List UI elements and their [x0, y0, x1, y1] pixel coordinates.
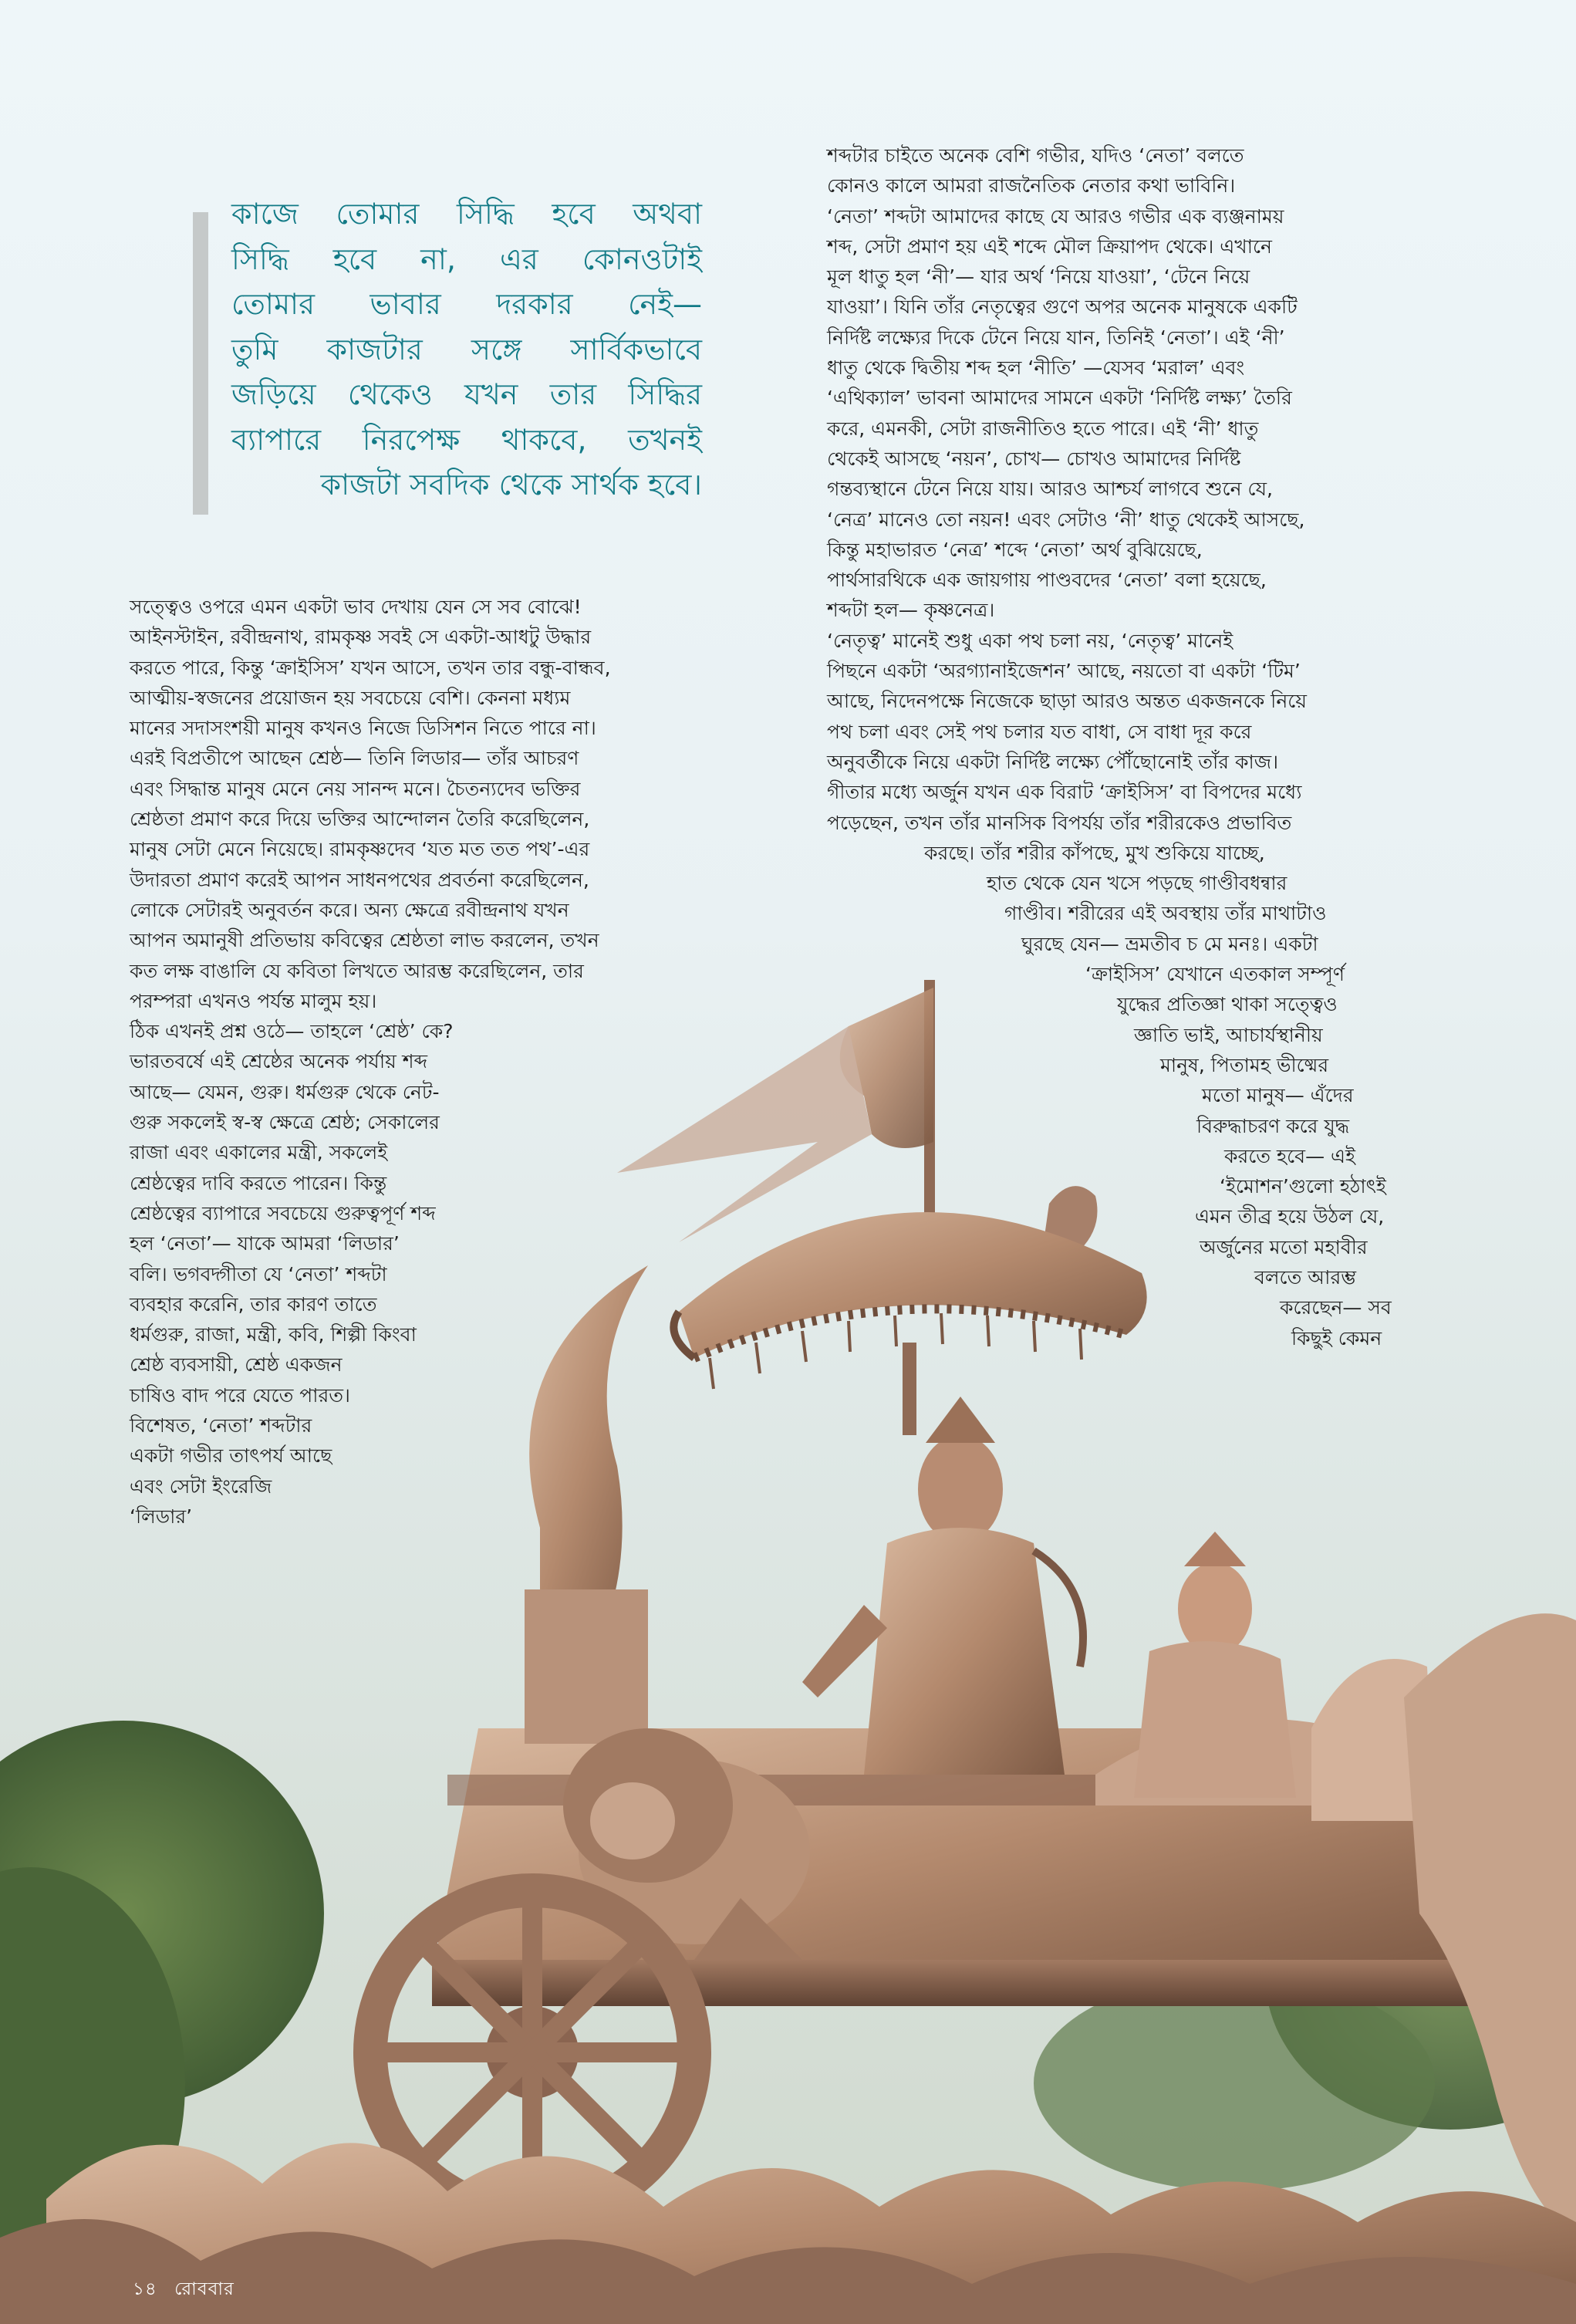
text-line: লোকে সেটারই অনুবর্তন করে। অন্য ক্ষেত্রে রবীন্দ্রনাথ যখন [130, 898, 569, 921]
text-line: গাণ্ডীব। শরীরের এই অবস্থায় তাঁর মাথাটাও [1004, 902, 1327, 925]
text-line: ‘নেত্র’ মানেও তো নয়ন! এবং সেটাও ‘নী’ ধাতু থেকেই আসছে, [827, 508, 1305, 531]
pull-quote-line: জড়িয়ে থেকেও যখন তার সিদ্ধির [231, 377, 702, 411]
text-line: জ্ঞাতি ভাই, আচার্যস্থানীয় [1134, 1023, 1323, 1046]
pull-quote [231, 191, 702, 508]
pull-quote-line: তোমার ভাবার দরকার নেই— [231, 287, 702, 321]
text-line: বিরুদ্ধাচরণ করে যুদ্ধ [1196, 1114, 1350, 1137]
text-line: করেছেন— সব [1280, 1296, 1392, 1319]
folio [133, 2275, 245, 2305]
text-line: আপন অমানুষী প্রতিভায় কবিত্বের শ্রেষ্ঠতা লাভ করলেন, তখন [130, 929, 599, 952]
text-line: মানুষ সেটা মেনে নিয়েছে। রামকৃষ্ণদেব ‘যত মত তত পথ’-এর [130, 838, 590, 861]
text-line: পথ চলা এবং সেই পথ চলার যত বাধা, সে বাধা দূর করে [827, 720, 1252, 743]
text-line: নির্দিষ্ট লক্ষ্যের দিকে টেনে নিয়ে যান, তিনিই ‘নেতা’। এই ‘নী’ [827, 326, 1285, 349]
text-line: ঘুরছে যেন— ভ্রমতীব চ মে মনঃ। একটা [1021, 932, 1318, 955]
text-line: উদারতা প্রমাণ করেই আপন সাধনপথের প্রবর্তনা করেছিলেন, [130, 868, 589, 891]
text-line: যাওয়া’। যিনি তাঁর নেতৃত্বের গুণে অপর অনেক মানুষকে একটি [827, 296, 1298, 319]
text-line: রাজা এবং একালের মন্ত্রী, সকলেই [130, 1141, 388, 1164]
right-column [827, 140, 1392, 1353]
text-line: পার্থসারথিকে এক জায়গায় পাণ্ডবদের ‘নেতা’ বলা হয়েছে, [827, 569, 1267, 592]
text-line: মানুষ, পিতামহ ভীষ্মের [1160, 1053, 1329, 1076]
text-line: থেকেই আসছে ‘নয়ন’, চোখ— চোখও আমাদের নির্দিষ্ট [827, 447, 1241, 470]
text-line: গন্তব্যস্থানে টেনে নিয়ে যায়। আরও আশ্চর্য লাগবে শুনে যে, [827, 478, 1273, 501]
text-line: এরই বিপ্রতীপে আছেন শ্রেষ্ঠ— তিনি লিডার— তাঁর আচরণ [130, 747, 579, 770]
text-line: ‘লিডার’ [130, 1505, 193, 1528]
pull-quote-line: ব্যাপারে নিরপেক্ষ থাকবে, তখনই [231, 422, 702, 457]
text-line: ধর্মগুরু, রাজা, মন্ত্রী, কবি, শিল্পী কিংবা [130, 1323, 417, 1346]
text-line: শব্দটার চাইতে অনেক বেশি গভীর, যদিও ‘নেতা’ বলতে [827, 144, 1244, 167]
text-line: চাষিও বাদ পরে যেতে পারত। [130, 1383, 350, 1407]
text-line: কিন্তু মহাভারত ‘নেত্র’ শব্দে ‘নেতা’ অর্থ বুঝিয়েছে, [827, 538, 1203, 561]
text-line: শ্রেষ্ঠত্বের দাবি করতে পারেন। কিন্তু [130, 1171, 387, 1194]
text-line: ‘নেতৃত্ব’ মানেই শুধু একা পথ চলা নয়, ‘নেতৃত্ব’ মানেই [827, 629, 1233, 652]
text-line: মানের সদাসংশয়ী মানুষ কখনও নিজে ডিসিশন নিতে পারে না। [130, 717, 596, 740]
section-name: রোববার [174, 2279, 235, 2299]
text-line: পিছনে একটা ‘অরগ্যানাইজেশন’ আছে, নয়তো বা একটা ‘টিম’ [827, 660, 1301, 683]
krishna-figure [802, 1397, 1083, 1775]
text-line: এবং সিদ্ধান্ত মানুষ মেনে নেয় সানন্দ মনে। চৈতন্যদেব ভক্তির [130, 777, 581, 800]
text-line: কিছুই কেমন [1291, 1326, 1382, 1349]
page-number: ১৪ [133, 2279, 157, 2299]
text-line: গুরু সকলেই স্ব-স্ব ক্ষেত্রে শ্রেষ্ঠ; সেকালের [130, 1111, 440, 1134]
left-column [130, 592, 611, 1532]
text-line: ‘ইমোশন’গুলো হঠাৎই [1220, 1175, 1386, 1198]
text-line: করতে পারে, কিন্তু ‘ক্রাইসিস’ যখন আসে, তখন তার বন্ধু-বান্ধব, [130, 656, 611, 679]
text-line: মূল ধাতু হল ‘নী’— যার অর্থ ‘নিয়ে যাওয়া’, ‘টেনে নিয়ে [827, 265, 1250, 289]
text-line: পড়েছেন, তখন তাঁর মানসিক বিপর্যয় তাঁর শরীরকেও প্রভাবিত [827, 811, 1292, 834]
text-line: ঠিক এখনই প্রশ্ন ওঠে— তাহলে ‘শ্রেষ্ঠ’ কে? [130, 1020, 454, 1043]
text-line: ভারতবর্ষে এই শ্রেষ্ঠের অনেক পর্যায় শব্দ [130, 1050, 428, 1073]
text-line: আত্মীয়-স্বজনের প্রয়োজন হয় সবচেয়ে বেশি। কেননা মধ্যম [130, 686, 571, 709]
text-line: গীতার মধ্যে অর্জুন যখন এক বিরাট ‘ক্রাইসিস’ বা বিপদের মধ্যে [827, 781, 1302, 804]
text-line: অর্জুনের মতো মহাবীর [1200, 1235, 1368, 1258]
text-line: যুদ্ধের প্রতিজ্ঞা থাকা সত্ত্বেও [1117, 993, 1338, 1016]
text-line: অনুবর্তীকে নিয়ে একটা নির্দিষ্ট লক্ষ্যে পৌঁছোনোই তাঁর কাজ। [827, 750, 1279, 773]
text-line: ব্যবহার করেনি, তার কারণ তাতে [130, 1292, 377, 1316]
text-line: করতে হবে— এই [1224, 1144, 1356, 1167]
text-line: একটা গভীর তাৎপর্য আছে [130, 1444, 332, 1468]
text-line: সত্ত্বেও ওপরে এমন একটা ভাব দেখায় যেন সে সব বোঝে! [130, 596, 582, 618]
text-line: শব্দটা হল— কৃষ্ণনেত্র। [827, 599, 995, 622]
text-line: পরম্পরা এখনও পর্যন্ত মালুম হয়। [130, 989, 377, 1012]
text-line: শ্রেষ্ঠ ব্যবসায়ী, শ্রেষ্ঠ একজন [130, 1353, 343, 1376]
text-line: এমন তীব্র হয়ে উঠল যে, [1195, 1205, 1385, 1228]
text-line: শ্রেষ্ঠতা প্রমাণ করে দিয়ে ভক্তির আন্দোলন তৈরি করেছিলেন, [130, 808, 590, 831]
pull-quote-line: কাজটা সবদিক থেকে সার্থক হবে। [320, 468, 702, 502]
text-line: ‘ক্রাইসিস’ যেখানে এতকাল সম্পূর্ণ [1085, 963, 1345, 986]
text-line: বিশেষত, ‘নেতা’ শব্দটার [130, 1414, 312, 1437]
text-line: শব্দ, সেটা প্রমাণ হয় এই শব্দে মৌল ক্রিয়াপদ থেকে। এখানে [827, 235, 1272, 258]
text-line: মতো মানুষ— এঁদের [1202, 1084, 1354, 1107]
arjuna-figure [1134, 1532, 1296, 1798]
text-line: কোনও কালে আমরা রাজনৈতিক নেতার কথা ভাবিনি। [827, 174, 1236, 198]
pull-quote-line: তুমি কাজটার সঙ্গে সার্বিকভাবে [231, 332, 702, 367]
text-line: আইনস্টাইন, রবীন্দ্রনাথ, রামকৃষ্ণ সবই সে একটা-আধটু উদ্ধার [130, 626, 592, 649]
text-line: আছে, নিদেনপক্ষে নিজেকে ছাড়া আরও অন্তত একজনকে নিয়ে [827, 690, 1308, 713]
text-line: ‘এথিক্যাল’ ভাবনা আমাদের সামনে একটা ‘নির্দিষ্ট লক্ষ্য’ তৈরি [827, 387, 1292, 410]
text-line: শ্রেষ্ঠত্বের ব্যাপারে সবচেয়ে গুরুত্বপূর্ণ শব্দ [130, 1201, 436, 1224]
text-line: বলি। ভগবদ্গীতা যে ‘নেতা’ শব্দটা [130, 1262, 387, 1285]
text-line: ‘নেতা’ শব্দটা আমাদের কাছে যে আরও গভীর এক ব্যঞ্জনাময় [827, 204, 1284, 228]
pull-quote-line: কাজে তোমার সিদ্ধি হবে অথবা [231, 197, 702, 231]
quote-bar [193, 212, 208, 515]
text-line: করছে। তাঁর শরীর কাঁপছে, মুখ শুকিয়ে যাচ্ছে, [924, 841, 1265, 864]
text-line: আছে— যেমন, গুরু। ধর্মগুরু থেকে নেট- [130, 1080, 440, 1103]
text-line: এবং সেটা ইংরেজি [130, 1474, 272, 1498]
text-line: করে, এমনকী, সেটা রাজনীতিও হতে পারে। এই ‘নী’ ধাতু [827, 417, 1259, 440]
text-line: কত লক্ষ বাঙালি যে কবিতা লিখতে আরম্ভ করেছিলেন, তার [130, 959, 584, 982]
text-line: ধাতু থেকে দ্বিতীয় শব্দ হল ‘নীতি’ —যেসব ‘মরাল’ এবং [827, 356, 1245, 380]
pull-quote-line: সিদ্ধি হবে না, এর কোনওটাই [231, 242, 702, 276]
text-line: বলতে আরম্ভ [1254, 1265, 1356, 1289]
text-line: হাত থেকে যেন খসে পড়ছে গাণ্ডীবধন্বার [987, 872, 1287, 895]
text-line: হল ‘নেতা’— যাকে আমরা ‘লিডার’ [130, 1232, 400, 1255]
